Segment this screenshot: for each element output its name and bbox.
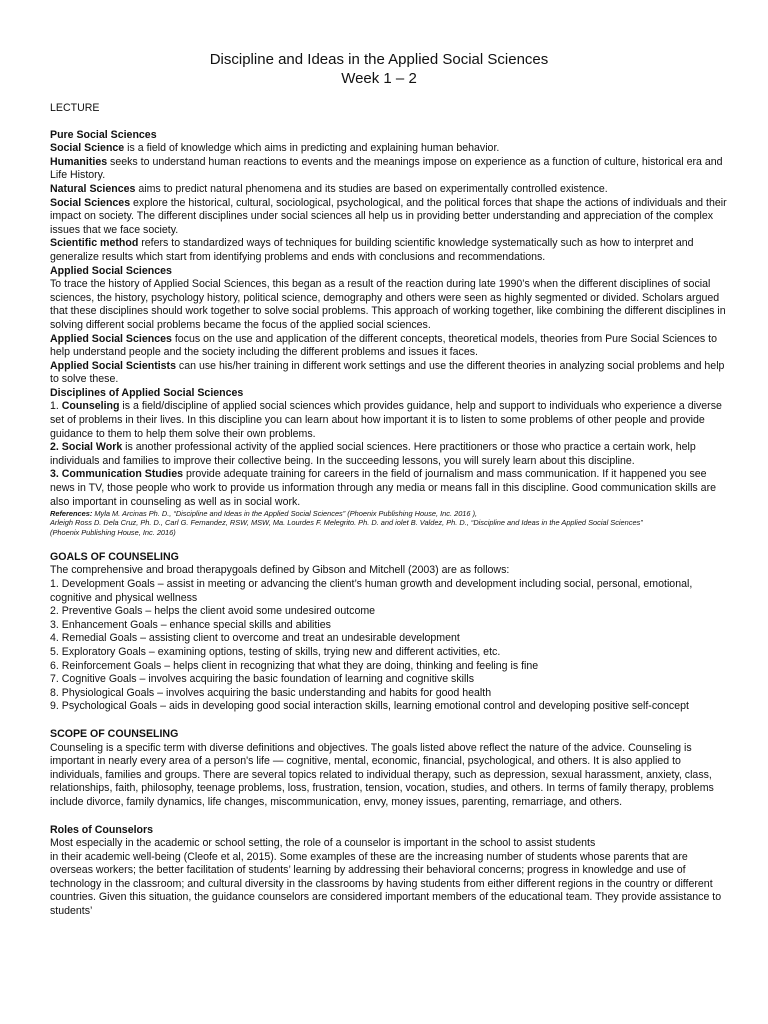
goals-heading: GOALS OF COUNSELING bbox=[50, 550, 179, 563]
definition-applied-social-sciences: Applied Social Sciences focus on the use and application of the different concepts, theoretical models, theories from Pure Social Sciences to help understand people and the society including the different problems and issues it faces. bbox=[50, 332, 717, 359]
goals-intro: The comprehensive and broad therapygoals defined by Gibson and Mitchell (2003) are as follows: bbox=[50, 564, 510, 577]
list-item: 4. Remedial Goals – assisting client to overcome and treat an undesirable development bbox=[50, 632, 460, 645]
scope-paragraph: Counseling is a specific term with diverse definitions and objectives. The goals listed above reflect the nature of the advice. Counseling is important in nearly every area of a person's life — cognitive, mental, economic, financial, psychological, and others. It is also applied to individuals, families and groups. There are several topics related to individual therapy, such as depression, sexual harassment, anxiety, class, relationships, faith, philosophy, teenage problems, loss, frustration, tension, vocation, studies, and others. In terms of family therapy, problems include divorce, family dynamics, life changes, miscommunication, envy, money issues, parenting, remarriage, and others. bbox=[50, 741, 714, 808]
roles-paragraph: in their academic well-being (Cleofe et al, 2015). Some examples of these are the increasing number of students whose parents that are overseas workers; the better facilitation of students’ learning by addressing their behavioral concerns; progress in knowledge and use of technology in the classroom; and cultural diversity in the classrooms by having students from either different regions in the country or different countries. Given this situation, the guidance counselors are considered important members of the educational team. They provide assistance to students’ bbox=[50, 850, 722, 918]
applied-social-sciences-heading: Applied Social Sciences bbox=[50, 264, 172, 277]
scope-heading: SCOPE OF COUNSELING bbox=[50, 727, 179, 740]
list-item: 8. Physiological Goals – involves acquiring the basic understanding and habits for good health bbox=[50, 686, 492, 699]
roles-heading: Roles of Counselors bbox=[50, 823, 154, 836]
list-item: 1. Development Goals – assist in meeting or advancing the client’s human growth and development including social, personal, emotional, cognitive and physical wellness bbox=[50, 578, 693, 604]
discipline-counseling: 1. Counseling is a field/discipline of applied social sciences which provides guidance, help and support to individuals who experience a diverse set of problems in their lives. In this discipline you can learn about how important it is to listen to some problems of other people and provide guidance to them to help them solve their own problems. bbox=[50, 400, 722, 440]
list-item: 9. Psychological Goals – aids in developing good social interaction skills, learning emotional control and developing positive self-concept bbox=[50, 700, 689, 713]
pure-social-sciences-heading: Pure Social Sciences bbox=[50, 128, 157, 141]
title-block bbox=[30, 50, 728, 88]
roles-line-1: Most especially in the academic or school setting, the role of a counselor is important in the school to assist students bbox=[50, 837, 596, 850]
definition-scientific-method: Scientific method refers to standardized ways of techniques for building scientific knowledge systematically such as how to interpret and generalize results which start from identifying problems and ends with conclusions and recommendations. bbox=[50, 237, 694, 263]
discipline-social-work: 2. Social Work is another professional activity of the applied social sciences. Here practitioners or those who practice a certain work, help individuals and families to improve their collective being. In the succeeding lessons, you will surely learn about this discipline. bbox=[50, 441, 696, 467]
document-title: Discipline and Ideas in the Applied Social Sciences bbox=[209, 51, 549, 68]
definition-natural-sciences: Natural Sciences aims to predict natural phenomena and its studies are based on experimentally controlled existence. bbox=[50, 182, 608, 195]
disciplines-heading: Disciplines of Applied Social Sciences bbox=[50, 386, 244, 399]
definition-social-science: Social Science is a field of knowledge which aims in predicting and explaining human behavior. bbox=[50, 142, 500, 155]
list-item: 5. Exploratory Goals – examining options, testing of skills, trying new and different activities, etc. bbox=[50, 645, 501, 658]
list-item: 2. Preventive Goals – helps the client avoid some undesired outcome bbox=[50, 605, 376, 618]
list-item: 3. Enhancement Goals – enhance special skills and abilities bbox=[50, 618, 331, 631]
references-line-2: Arleigh Ross D. Dela Cruz, Ph. D., Carl G. Fernandez, RSW, MSW, Ma. Lourdes F. Melegrito. Ph. D. and iolet B. Valdez, Ph. D., “Discipline and Ideas in the Applied Social Sciences” bbox=[50, 518, 643, 528]
list-item: 6. Reinforcement Goals – helps client in recognizing that what they are doing, thinking and feeling is fine bbox=[50, 659, 539, 672]
definition-humanities: Humanities seeks to understand human reactions to events and the meanings impose on experience as a function of culture, historical era and Life History. bbox=[50, 155, 723, 182]
list-item: 7. Cognitive Goals – involves acquiring the basic foundation of learning and cognitive skills bbox=[50, 673, 474, 686]
document-subtitle: Week 1 – 2 bbox=[341, 70, 417, 87]
definition-social-sciences: Social Sciences explore the historical, cultural, sociological, psychological, and the political forces that shape the actions of individuals and their impact on society. The different disciplines under social sciences all help us in providing better understanding and appreciation of the complex issues that we face society. bbox=[50, 196, 727, 236]
applied-history-paragraph: To trace the history of Applied Social Sciences, this began as a result of the reaction during late 1990’s when the different disciplines of social sciences, the history, psychology history, political science, demography and others were seen as highly segmented or divided. Scholars argued that these disciplines should work together to solve social problems. This approach of working together, like combining the different disciplines in solving different social problems became the focus of the applied social sciences. bbox=[50, 278, 726, 331]
goals-list bbox=[50, 578, 728, 714]
lecture-heading: LECTURE bbox=[50, 102, 100, 114]
references: References: Myla M. Arcinas Ph. D., “Discipline and Ideas in the Applied Social Sciences” (Phoenix Publishing House, Inc. 2016 ), bbox=[50, 509, 478, 519]
discipline-communication-studies: 3. Communication Studies provide adequate training for careers in the field of journalism and mass communication. If it happened you see news in TV, those people who work to provide us information through any media or means fall in this discipline. Good communication skills are also important in counseling as well as in social work. bbox=[50, 468, 716, 508]
references-line-3: (Phoenix Publishing House, Inc. 2016) bbox=[50, 527, 176, 537]
definition-applied-social-scientists: Applied Social Scientists can use his/her training in different work settings and use the different theories in analyzing social problems and help to solve these. bbox=[50, 359, 725, 386]
